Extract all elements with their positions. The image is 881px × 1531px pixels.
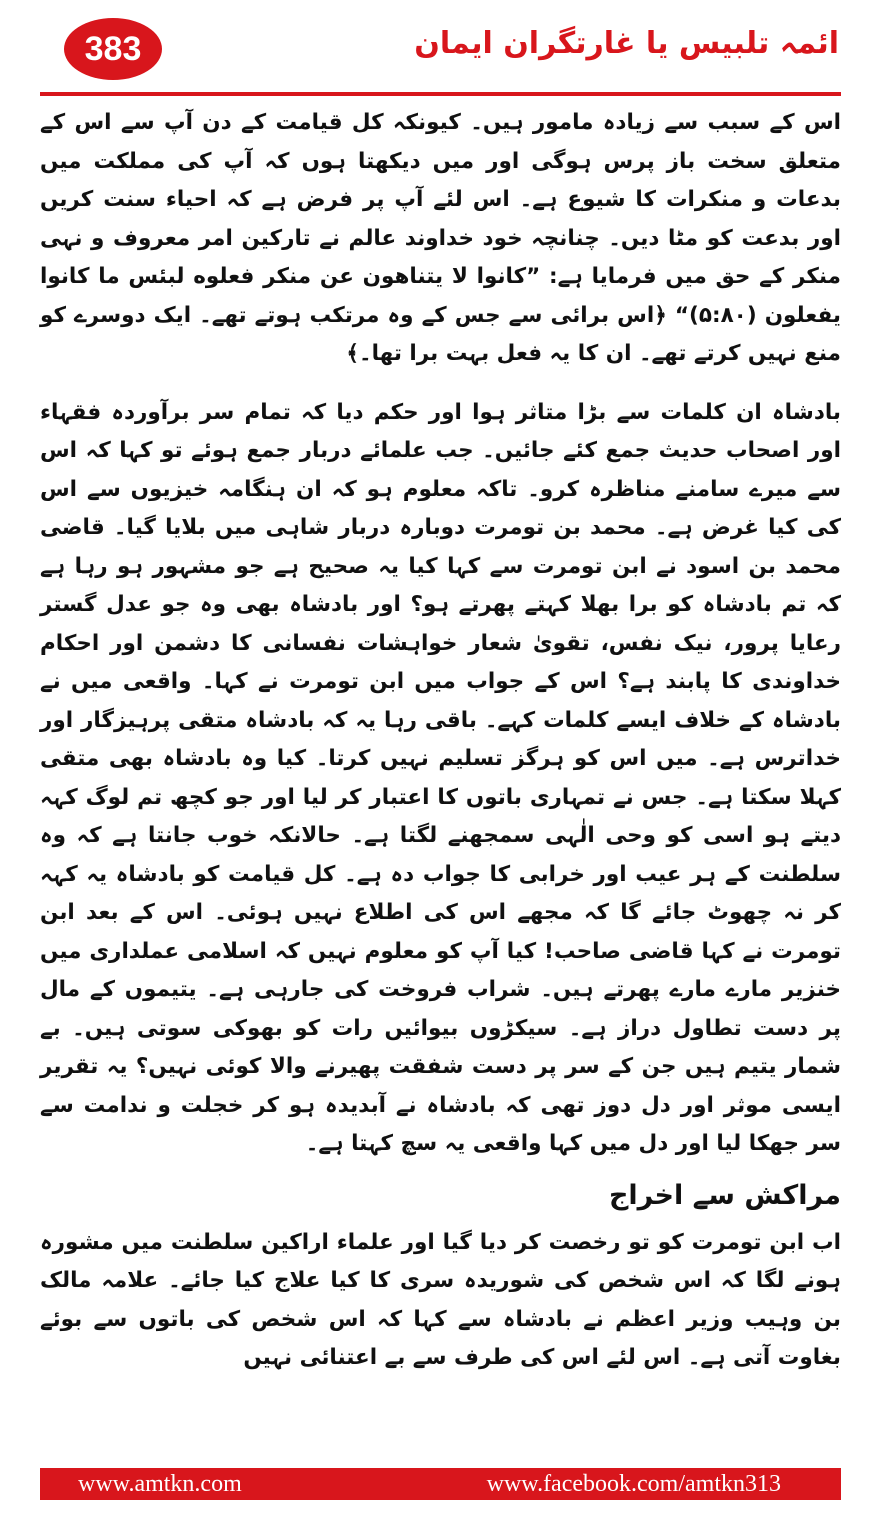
footer-bar [40, 1468, 841, 1500]
page-number: 383 [84, 29, 142, 68]
page-number-badge [64, 18, 162, 80]
header-divider [40, 92, 841, 96]
footer-facebook-link[interactable]: www.facebook.com/amtkn313 [486, 1470, 781, 1497]
paragraph-1: اس کے سبب سے زیادہ مامور ہیں۔ کیونکہ کل قیامت کے دن آپ سے اس کے متعلق سخت باز پرس ہوگی اور میں دیکھتا ہوں کہ آپ کی مملکت میں بدعات و منکرات کا شیوع ہے۔ اس لئے آپ پر فرض ہے کہ احیاء سنت کریں اور بدعت کو مٹا دیں۔ چنانچہ خود خداوند عالم نے تارکین امر معروف و نہی منکر کے حق میں فرمایا ہے: ”كانوا لا يتناهون عن منكر فعلوه لبئس ما كانوا يفعلون (۵:۸۰)“ ﴿اس برائی سے جس کے وہ مرتکب ہوتے تھے۔ ایک دوسرے کو منع نہیں کرتے تھے۔ ان کا یہ فعل بہت برا تھا۔﴾ [40, 110, 841, 366]
paragraph-3: اب ابن تومرت کو تو رخصت کر دیا گیا اور علماء اراکین سلطنت میں مشورہ ہونے لگا کہ اس شخص کی شوریدہ سری کا کیا علاج کیا جائے۔ علامہ مالک بن وہیب وزیر اعظم نے بادشاہ سے کہا کہ اس شخص کی باتوں سے بوئے بغاوت آتی ہے۔ اس لئے اس کی طرف سے بے اعتنائی نہیں [40, 1229, 841, 1370]
page-body [40, 104, 841, 1378]
paragraph-2: بادشاہ ان کلمات سے بڑا متاثر ہوا اور حکم دیا کہ تمام سر برآوردہ فقہاء اور اصحاب حدیث جمع کئے جائیں۔ جب علمائے دربار جمع ہوئے تو کہا کہ اس سے میرے سامنے مناظرہ کرو۔ تاکہ معلوم ہو کہ ان ہنگامہ خیزیوں سے اس کی کیا غرض ہے۔ محمد بن تومرت دوبارہ دربار شاہی میں بلایا گیا۔ قاضی محمد بن اسود نے ابن تومرت سے کہا کیا یہ صحیح ہے جو مشہور ہو رہا ہے کہ تم بادشاہ کو برا بھلا کہتے پھرتے ہو؟ اور بادشاہ بھی وہ جو عدل گستر رعایا پرور، نیک نفس، تقویٰ شعار خواہشات نفسانی کا دشمن اور احکام خداوندی کا پابند ہے؟ اس کے جواب میں ابن تومرت نے کہا۔ واقعی میں نے بادشاہ کے خلاف ایسے کلمات کہے۔ باقی رہا یہ کہ بادشاہ متقی پرہیزگار اور خداترس ہے۔ میں اس کو ہرگز تسلیم نہیں کرتا۔ کیا وہ بادشاہ بھی متقی کہلا سکتا ہے۔ جس نے تمہاری باتوں کا اعتبار کر لیا اور جو کچھ تم لوگ کہہ دیتے ہو اسی کو وحی الٰہی سمجھنے لگتا ہے۔ حالانکہ خوب جانتا ہے کہ وہ سلطنت کے ہر عیب اور خرابی کا جواب دہ ہے۔ کل قیامت کو بادشاہ یہ کہہ کر نہ چھوٹ جائے گا کہ مجھے اس کی اطلاع نہیں ہوئی۔ اس کے بعد ابن تومرت نے کہا قاضی صاحب! کیا آپ کو معلوم نہیں کہ اسلامی عملداری میں خنزیر مارے مارے پھرتے ہیں۔ شراب فروخت کی جارہی ہے۔ یتیموں کے مال پر دست تطاول دراز ہے۔ سیکڑوں بیوائیں رات کو بھوکی سوتی ہیں۔ بے شمار یتیم ہیں جن کے سر پر دست شفقت پھیرنے والا کوئی نہیں؟ یہ تقریر ایسی موثر اور دل دوز تھی کہ بادشاہ نے آبدیدہ ہو کر خجلت و ندامت سے سر جھکا لیا اور دل میں کہا واقعی یہ سچ کہتا ہے۔ [40, 399, 841, 1156]
section-heading: مراکش سے اخراج [608, 1179, 841, 1211]
footer-website-link[interactable]: www.amtkn.com [78, 1470, 242, 1497]
running-title: ائمہ تلبیس یا غارتگران ایمان [414, 26, 839, 61]
